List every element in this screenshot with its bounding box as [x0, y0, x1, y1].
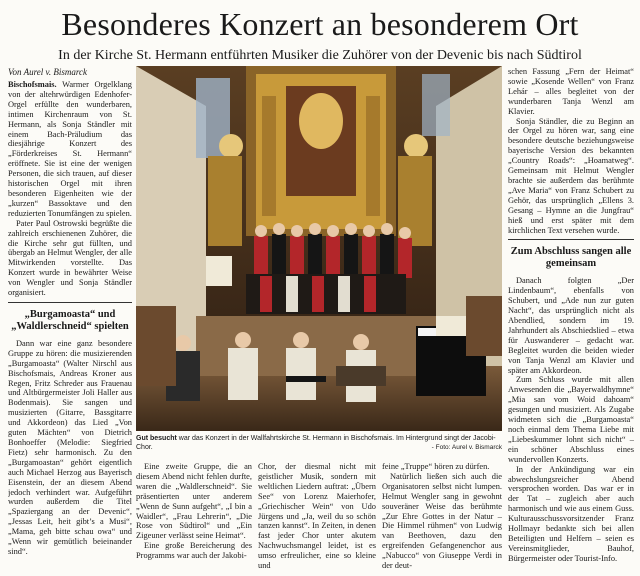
divider [8, 302, 132, 303]
paragraph: Natürlich ließen sich auch die Organisatoren selbst nicht lumpen. Helmut Wengler sang in gewohnt souveräner Weise das berühmte „Zur Ehre Gottes in der Natur – Die Himmel rühmen“ von Ludwig van Beethoven, dazu den ergreifenden Gefangenenchor aus „Nabucco“ von Giuseppe Verdi in der deut- [382, 471, 502, 570]
paragraph: Sonja Ständler, die zu Beginn an der Orgel zu hören war, sang eine besondere deutsche beziehungsweise bayerische Version des bekannten „Country Roads“: „Hoamatweg“. Gemeinsam mit Helmut Wengler brachte sie außerdem das berühmte „Ave Maria“ von Franz Schubert zu Gehör, das ursprünglich „Ellens 3. Gesang – Hymne an die Jungfrau“ hieß und erst später mit dem kirchlichen Text versehen wurde. [508, 116, 634, 235]
divider [508, 239, 634, 240]
paragraph: Pater Paul Ostrowski begrüßte die zahlreich erschienenen Zuhörer, die die Kirche sehr gut füllten, und übergab an Helmut Wengler, der alle Mitwirkenden vorstellte. Das Konzert wurde in bewährter Weise von Wengler und Sonja Ständler organisiert. [8, 218, 132, 298]
paragraph: schen Fassung „Fern der Heimat“ sowie „Kosende Wellen“ von Franz Lehár – alles begleitet von der wunderbaren Tanja Wenzl am Klavier. [508, 67, 634, 116]
column-2 [136, 462, 252, 570]
column-3 [258, 462, 376, 570]
paragraph: In der Ankündigung war ein abwechslungsreicher Abend versprochen worden. Das war er in der Tat – zugleich aber auch harmonisch und wie aus einem Guss. Kulturausschussvorsitzender Franz Hollmayr bedankte sich bei allen Beteiligten und Helfern – seien es Vereinsmitglieder, Bauhof, Bürgermeister oder Tourist-Info. [508, 464, 634, 563]
paragraph: Zum Schluss wurde mit allen Anwesenden die „Bayerwaldhymne“ „Mia san vom Woid dahoam“ gesungen und musiziert. Als Zugabe widmeten sich die „Burgamoasta“ noch einmal dem Thema Liebe mit „Liebeskummer lohnt sich nicht“ – ein schöner Abschluss eines wundervollen Konzerts. [508, 375, 634, 464]
paragraph: Chor, der diesmal nicht mit geistlicher Musik, sondern mit weltlichen Liedern auftrat: „Übern See“ von Lorenz Maierhofer, „Griechischer Wein“ von Udo Jürgens und „Ja, weil du so schön tanzen kannst“. In Zeiten, in denen fast jeder Chor unter akutem Nachwuchsmangel leidet, ist es umso erfreulicher, eine so kleine und [258, 462, 376, 570]
photo-credit: - Foto: Aurel v. Bismarck [431, 444, 502, 451]
concert-photo [136, 66, 502, 431]
dateline: Bischofsmais. [8, 80, 57, 89]
column-5 [508, 67, 634, 571]
paragraph: Dann war eine ganz besondere Gruppe zu hören: die musizierenden „Burgamoasta“ (Walter Nirschl aus Bischofsmais, Andreas Kroner aus Regen, Fritz Schreder aus Frauenau und Altbürgermeister Joli Haller aus Bodenmais). Sie sangen und musizierten (Gitarre, Bassgitarre und Akkordeon) das Lied „Von guten Mächten“ von Dietrich Bonhoeffer (Melodie: Siegfried Fietz) sehr harmonisch. Zu den „Burgamoastan“ gehört eigentlich auch Michael Herzog aus Bayerisch Eisenstein, der an diesem Abend jedoch verhindert war. Aufgeführt wurden außerdem die Titel „Spaziergang an der Devenic“, „Jessas Leit, heit gibt’s a Musi“, „Mama, geh bitte schau owa“ und „Wenn wir gemütlich beieinander sind“. [8, 338, 132, 556]
church-concert-image [136, 66, 502, 431]
photo-caption: Gut besucht war das Konzert in der Wallfahrtskirche St. Hermann in Bischofsmais. Im Hintergrund singt der Jacobi-Chor. [136, 435, 496, 451]
section-heading: „Burgamoasta“ und „Waldlerschneid“ spielten [11, 308, 129, 332]
paragraph: Eine zweite Gruppe, die an diesem Abend nicht fehlen durfte, waren die „Waldlerschneid“. Sie präsentierten unter anderem „Wenn de Sunn aufgeht“, „I bin a Waidler“, „Frau Lehrerin“, „Die Rose von Südtirol“ und „Ein Zigeuner verlässt seine Heimat“. [136, 462, 252, 541]
paragraph: Eine große Bereicherung des Programms war auch der Jakobi- [136, 541, 252, 561]
section-heading: Zum Abschluss sangen alle gemeinsam [510, 246, 632, 270]
headline: Besonderes Konzert an besonderem Ort [61, 6, 579, 42]
column-4 [382, 462, 502, 570]
column-1 [8, 80, 132, 570]
paragraph: Danach folgten „Der Lindenbaum“, ebenfalls von Schubert, und „Ade nun zur guten Nacht“, das ursprünglich nicht als Abendlied, sondern im 19. Jahrhundert als Abschiedslied – etwa für Auswanderer – gedacht war. Begleitet wurden die beiden wieder von Tanja Wenzl am Klavier und später am Akkordeon. [508, 276, 634, 375]
byline: Von Aurel v. Bismarck [8, 67, 87, 77]
subheadline: In der Kirche St. Hermann entführten Musiker die Zuhörer von der Devenic bis nach Südtirol [58, 48, 582, 63]
paragraph: feine „Truppe“ hören zu dürfen. [382, 462, 490, 471]
paragraph: Bischofsmais. Warmer Orgelklang von der altehrwürdigen Edenhofer-Orgel erfüllte den wunderbaren, intimen Kirchenraum von St. Hermann, als Sonja Ständler mit einem Bach-Präludium das diesjährige Konzert des „Förderkreises St. Hermann“ eröffnete. Sie ist eine der wenigen Personen, die sich trauen, auf dieser historischen Orgel mit ihren besonderen Eigenheiten wie der „kurzen“ Bassoktave und den reduzierten Tonumfängen zu spielen. [8, 80, 132, 218]
